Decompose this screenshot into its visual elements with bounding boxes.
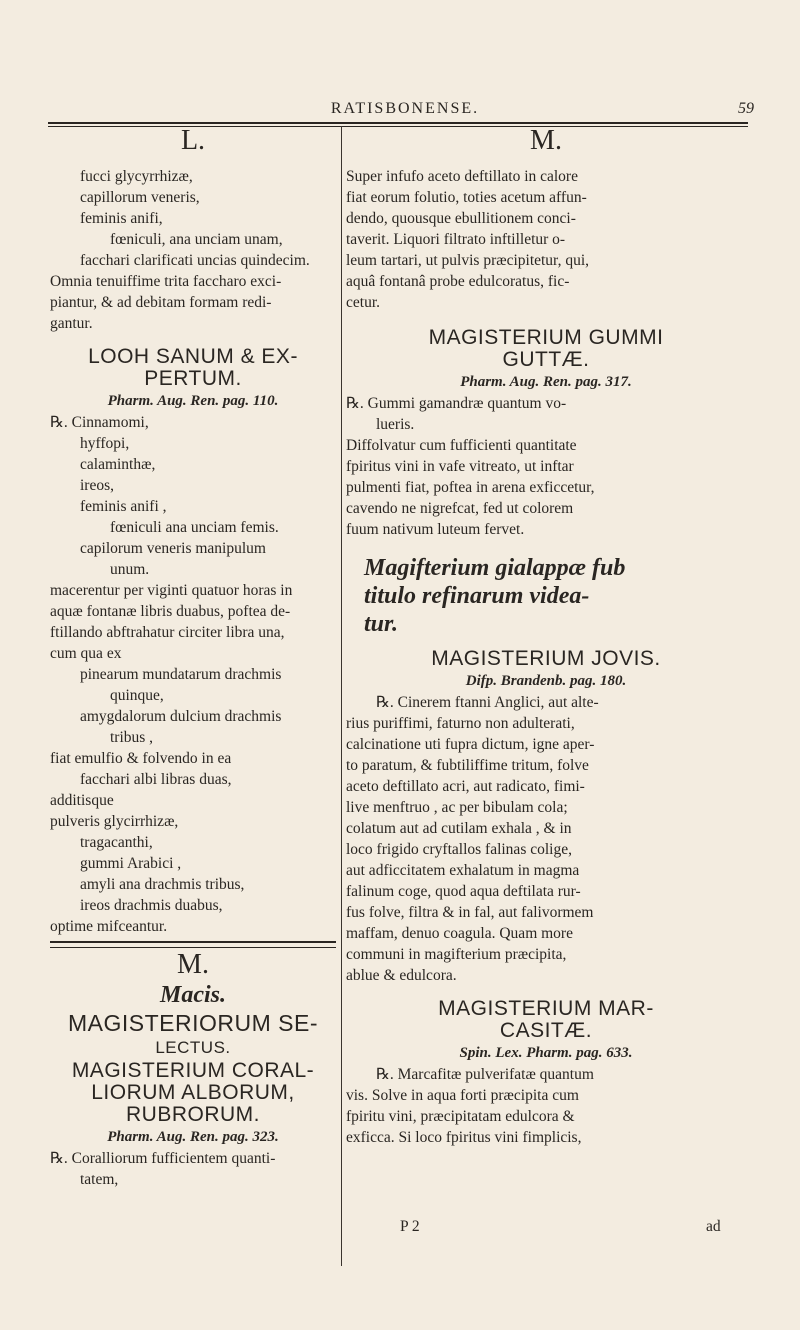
section-heading-selectus: MAGISTERIORUM SE- [67, 1010, 318, 1036]
text-line: communi in magifterium præcipita, [346, 946, 567, 963]
gialappa-note-2: titulo refinarum videa- [364, 583, 590, 609]
text-line: pinearum mundatarum drachmis [80, 666, 282, 683]
text-line: to paratum, & fubtiliffime tritum, folve [346, 757, 589, 774]
section-letter-l: L. [180, 125, 206, 156]
text-line: ℞. Marcafitæ pulverifatæ quantum [376, 1066, 594, 1083]
text-line: facchari albi libras duas, [80, 771, 232, 788]
text-line: gantur. [50, 315, 93, 332]
running-title: RATISBONENSE. [330, 100, 480, 117]
text-line: loco frigido cryftallos falinas colige, [346, 841, 572, 858]
text-line: tragacanthi, [80, 834, 153, 851]
text-line: ℞. Coralliorum fufficientem quanti- [50, 1150, 276, 1167]
catchword: ad [706, 1218, 721, 1235]
text-line: fœniculi ana unciam femis. [110, 519, 279, 536]
page-number: 59 [738, 100, 754, 117]
text-line: ablue & edulcora. [346, 967, 457, 984]
text-line: additisque [50, 792, 114, 809]
text-line: cum qua ex [50, 645, 122, 662]
text-line: fuum nativum luteum fervet. [346, 521, 525, 538]
macis-heading: Macis. [160, 982, 226, 1008]
text-line: fœniculi, ana unciam unam, [110, 231, 283, 248]
text-line: unum. [110, 561, 150, 578]
section-rule [50, 941, 336, 948]
text-line: pulmenti fiat, poftea in arena exficcetur, [346, 479, 595, 496]
text-line: macerentur per viginti quatuor horas in [50, 582, 293, 599]
text-line: lueris. [376, 416, 415, 433]
text-line: ireos, [80, 477, 115, 494]
text-line: ℞. Cinerem ftanni Anglici, aut alte- [376, 694, 599, 711]
section-heading-looh: LOOH SANUM & EX- [88, 345, 298, 368]
text-line: fucci glycyrrhizæ, [80, 168, 193, 185]
text-line: tatem, [80, 1171, 119, 1188]
text-line: maffam, denuo coagula. Quam more [346, 925, 573, 942]
text-line: taverit. Liquori filtrato inftilletur o- [346, 231, 566, 248]
text-line: fpiritus vini in vafe vitreato, ut inftar [346, 458, 574, 475]
text-line: Super infufo aceto deftillato in calore [346, 168, 578, 185]
text-line: ℞. Cinnamomi, [50, 414, 149, 431]
text-line: capilorum veneris manipulum [80, 540, 266, 557]
text-line: fus folve, filtra & in fal, aut falivormem [346, 904, 594, 921]
text-line: feminis anifi , [80, 498, 167, 515]
text-line: calaminthæ, [80, 456, 156, 473]
section-heading-coral: MAGISTERIUM CORAL- [71, 1059, 315, 1082]
text-line: vis. Solve in aqua forti præcipita cum [346, 1087, 579, 1104]
text-line: Diffolvatur cum fufficienti quantitate [346, 437, 577, 454]
text-line: quinque, [110, 687, 164, 704]
section-heading-gummi: MAGISTERIUM GUMMI [428, 326, 664, 349]
left-column [50, 126, 336, 1190]
signature-mark: P 2 [400, 1218, 420, 1235]
section-heading-coral-2: LIORUM ALBORUM, [91, 1081, 295, 1104]
column-divider [341, 126, 342, 1266]
text-line: colatum aut ad cutilam exhala , & in [346, 820, 572, 837]
text-line: aceto deftillato acri, aut radicato, fimi- [346, 778, 585, 795]
text-line: tribus , [110, 729, 154, 746]
text-line: rius puriffimi, faturno non adulterati, [346, 715, 575, 732]
section-letter-m-right: M. [530, 125, 562, 156]
text-line: calcinatione uti fupra dictum, igne aper- [346, 736, 595, 753]
section-heading-gummi-2: GUTTÆ. [502, 348, 590, 371]
source-reference: Pharm. Aug. Ren. pag. 317. [460, 374, 632, 390]
source-reference: Pharm. Aug. Ren. pag. 323. [107, 1129, 279, 1145]
text-line: leum tartari, ut pulvis præcipitetur, qui, [346, 252, 590, 269]
section-heading-coral-3: RUBRORUM. [126, 1103, 260, 1126]
text-line: fiat eorum folutio, toties acetum affun- [346, 189, 587, 206]
text-line: capillorum veneris, [80, 189, 200, 206]
text-line: live menftruo , ac per bibulam cola; [346, 799, 568, 816]
source-reference: Pharm. Aug. Ren. pag. 110. [107, 393, 279, 409]
text-line: feminis anifi, [80, 210, 163, 227]
section-heading-marcasitae-2: CASITÆ. [499, 1019, 593, 1042]
text-line: facchari clarificati uncias quindecim. [80, 252, 310, 269]
section-heading-marcasitae: MAGISTERIUM MAR- [438, 997, 654, 1020]
text-line: gummi Arabici , [80, 855, 182, 872]
text-line: optime mifceantur. [50, 918, 168, 935]
text-line: exficca. Si loco fpiritus vini fimplicis, [346, 1129, 582, 1146]
source-reference: Spin. Lex. Pharm. pag. 633. [459, 1045, 633, 1061]
text-line: aquæ fontanæ libris duabus, poftea de- [50, 603, 291, 620]
text-line: piantur, & ad debitam formam redi- [50, 294, 272, 311]
text-line: falinum coge, quod aqua deftilata rur- [346, 883, 581, 900]
source-reference: Difp. Brandenb. pag. 180. [465, 673, 627, 689]
text-line: fpiritu vini, præcipitatam edulcora & [346, 1108, 575, 1125]
text-line: amyli ana drachmis tribus, [80, 876, 245, 893]
text-line: dendo, quousque ebullitionem conci- [346, 210, 576, 227]
text-line: hyffopi, [80, 435, 130, 452]
text-line: cetur. [346, 294, 380, 311]
right-column [346, 126, 746, 1148]
gialappa-note: Magifterium gialappæ fub [364, 555, 626, 581]
section-heading-selectus-2: LECTUS. [155, 1038, 231, 1057]
text-line: aut adficcitatem exhalatum in magma [346, 862, 580, 879]
text-line: fiat emulfio & folvendo in ea [50, 750, 232, 767]
text-line: ireos drachmis duabus, [80, 897, 223, 914]
text-line: amygdalorum dulcium drachmis [80, 708, 282, 725]
section-heading-jovis: MAGISTERIUM JOVIS. [431, 647, 661, 670]
text-line: Omnia tenuiffime trita faccharo exci- [50, 273, 282, 290]
section-heading-looh-2: PERTUM. [144, 367, 242, 390]
section-letter-m: M. [177, 949, 209, 980]
text-line: ftillando abftrahatur circiter libra una, [50, 624, 285, 641]
text-line: ℞. Gummi gamandræ quantum vo- [346, 395, 567, 412]
text-line: cavendo ne nigrefcat, fed ut colorem [346, 500, 574, 517]
gialappa-note-3: tur. [364, 611, 399, 637]
text-line: aquâ fontanâ probe edulcoratus, fic- [346, 273, 570, 290]
text-line: pulveris glycirrhizæ, [50, 813, 179, 830]
